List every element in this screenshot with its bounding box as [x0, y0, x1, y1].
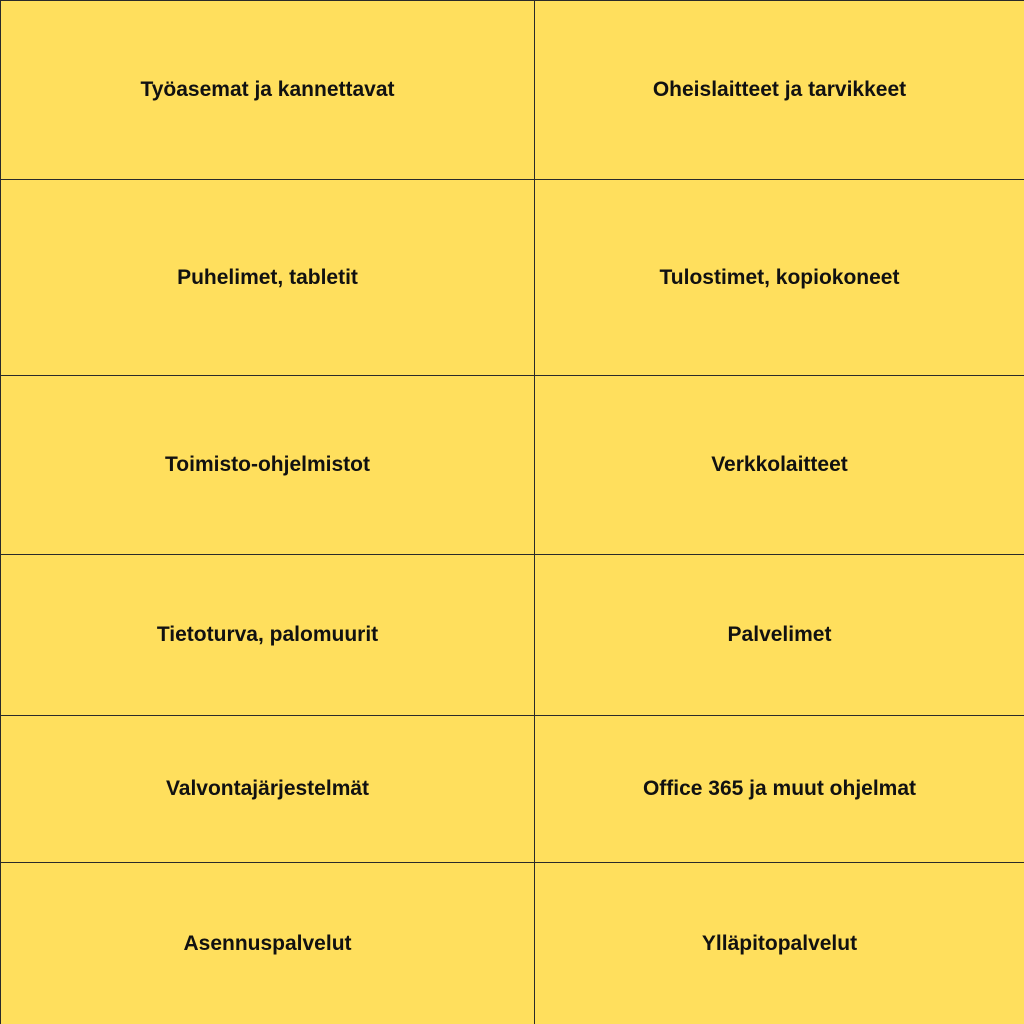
service-label: Työasemat ja kannettavat: [140, 78, 395, 101]
service-label: Asennuspalvelut: [183, 932, 352, 955]
service-cell-security: [1, 555, 535, 716]
service-label: Palvelimet: [727, 623, 832, 646]
service-cell-printers: [535, 180, 1024, 376]
service-cell-maintenance: [535, 863, 1024, 1024]
service-cell-workstations: [1, 1, 535, 180]
service-label: Oheislaitteet ja tarvikkeet: [652, 78, 907, 101]
service-cell-phones: [1, 180, 535, 376]
service-cell-office-software: [1, 376, 535, 555]
service-cell-office365: [535, 716, 1024, 863]
service-label: Valvontajärjestelmät: [165, 777, 370, 800]
service-label: Tulostimet, kopiokoneet: [659, 265, 900, 289]
service-label: Verkkolaitteet: [711, 453, 848, 476]
service-label: Puhelimet, tabletit: [177, 265, 358, 289]
service-cell-network-devices: [535, 376, 1024, 555]
service-label: Ylläpitopalvelut: [701, 932, 858, 955]
service-cell-installation: [1, 863, 535, 1024]
service-cell-surveillance: [1, 716, 535, 863]
service-label: Tietoturva, palomuurit: [156, 623, 379, 646]
service-cell-peripherals: [535, 1, 1024, 180]
service-label: Office 365 ja muut ohjelmat: [642, 777, 917, 800]
service-label: Toimisto-ohjelmistot: [165, 453, 370, 476]
service-cell-servers: [535, 555, 1024, 716]
